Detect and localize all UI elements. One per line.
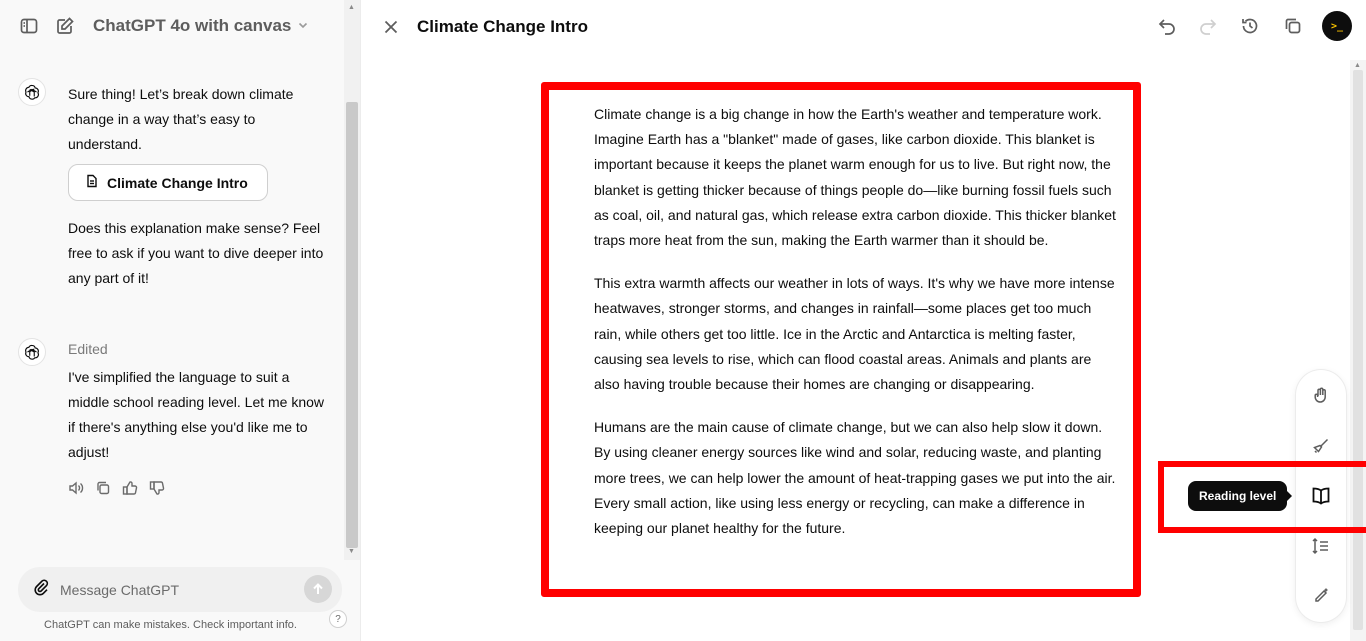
openai-logo-icon bbox=[18, 338, 46, 366]
emoji-icon[interactable] bbox=[1309, 384, 1333, 408]
edited-label: Edited bbox=[68, 341, 108, 357]
redo-icon[interactable] bbox=[1194, 12, 1222, 40]
document-icon bbox=[85, 174, 99, 191]
chevron-down-icon bbox=[297, 19, 309, 34]
document-card-label: Climate Change Intro bbox=[107, 174, 248, 191]
close-icon[interactable] bbox=[377, 13, 405, 41]
speaker-icon[interactable] bbox=[68, 480, 84, 496]
scrollbar-thumb[interactable] bbox=[346, 102, 358, 548]
assistant-message: Does this explanation make sense? Feel free to ask if you want to dive deeper into any part of it! bbox=[68, 220, 324, 286]
scroll-up-arrow[interactable]: ▲ bbox=[1354, 62, 1361, 69]
openai-logo-icon bbox=[18, 78, 46, 106]
assistant-message: I've simplified the language to suit a middle school reading level. Let me know if there's anything else you'd like me to adjust! bbox=[68, 369, 325, 460]
canvas-title: Climate Change Intro bbox=[417, 17, 588, 36]
user-avatar[interactable]: >_ bbox=[1322, 11, 1352, 41]
message-input[interactable] bbox=[60, 582, 280, 598]
canvas-panel bbox=[361, 0, 1366, 641]
document-paragraph: Humans are the main cause of climate change, but we can also help slow it down. By using cleaner energy sources like wind and solar, reducing waste, and planting more trees, we can help lower the amount of heat-trapping gases we put into the air. Every small action, like using less energy or recycling, can make a difference in keeping our planet healthy for the future. bbox=[594, 419, 1116, 537]
highlight-box-reading-level bbox=[1158, 461, 1366, 533]
assistant-message: Sure thing! Let’s break down climate change in a way that’s easy to understand. bbox=[68, 86, 294, 152]
model-selector[interactable] bbox=[93, 16, 309, 36]
scroll-down-arrow[interactable]: ▼ bbox=[348, 548, 355, 555]
document-card-button[interactable] bbox=[68, 164, 268, 201]
paperclip-icon[interactable] bbox=[32, 578, 50, 601]
help-button[interactable]: ? bbox=[329, 610, 347, 628]
length-icon[interactable] bbox=[1309, 534, 1333, 558]
disclaimer-text: ChatGPT can make mistakes. Check important info. bbox=[44, 619, 297, 631]
send-button[interactable] bbox=[304, 575, 332, 603]
message-actions bbox=[68, 480, 165, 496]
copy-icon[interactable] bbox=[95, 480, 111, 496]
history-icon[interactable] bbox=[1236, 12, 1264, 40]
chat-topbar bbox=[0, 0, 361, 52]
chat-scrollbar[interactable] bbox=[344, 0, 360, 560]
sidebar-toggle-icon[interactable] bbox=[15, 12, 43, 40]
polish-brush-icon[interactable] bbox=[1309, 434, 1333, 458]
document-paragraph: Climate change is a big change in how the Earth's weather and temperature work. Imagine Earth has a "blanket" made of gases, like carbon dioxide. This blanket is important because it keeps the planet warm enough for us to live. But right now, the blanket is getting thicker because of things people do—like burning fossil fuels such as coal, oil, and natural gas, which release extra carbon dioxide. This thicker blanket traps more heat from the sun, making the Earth warmer than it should be. bbox=[594, 106, 1116, 249]
canvas-scrollbar[interactable] bbox=[1350, 60, 1366, 641]
thumbs-up-icon[interactable] bbox=[122, 480, 138, 496]
copy-doc-icon[interactable] bbox=[1279, 12, 1307, 40]
thumbs-down-icon[interactable] bbox=[149, 480, 165, 496]
reading-level-tooltip: Reading level bbox=[1188, 481, 1287, 511]
pencil-sparkle-icon[interactable] bbox=[1309, 584, 1333, 608]
model-name: ChatGPT 4o with canvas bbox=[93, 16, 292, 35]
new-chat-icon[interactable] bbox=[51, 12, 79, 40]
document-body[interactable] bbox=[594, 102, 1116, 559]
message-composer bbox=[18, 567, 342, 612]
scrollbar-thumb[interactable] bbox=[1353, 70, 1363, 630]
document-paragraph: This extra warmth affects our weather in lots of ways. It's why we have more intense heatwaves, stronger storms, and changes in rainfall—some places get too much rain, while others get too little. Ice in the Arctic and Antarctica is melting faster, causing sea levels to rise, which can flood coastal areas. Animals and plants are also having trouble because their homes are changing or disappearing. bbox=[594, 275, 1115, 393]
undo-icon[interactable] bbox=[1153, 12, 1181, 40]
scroll-up-arrow[interactable]: ▲ bbox=[348, 4, 355, 11]
chat-panel bbox=[0, 0, 361, 641]
